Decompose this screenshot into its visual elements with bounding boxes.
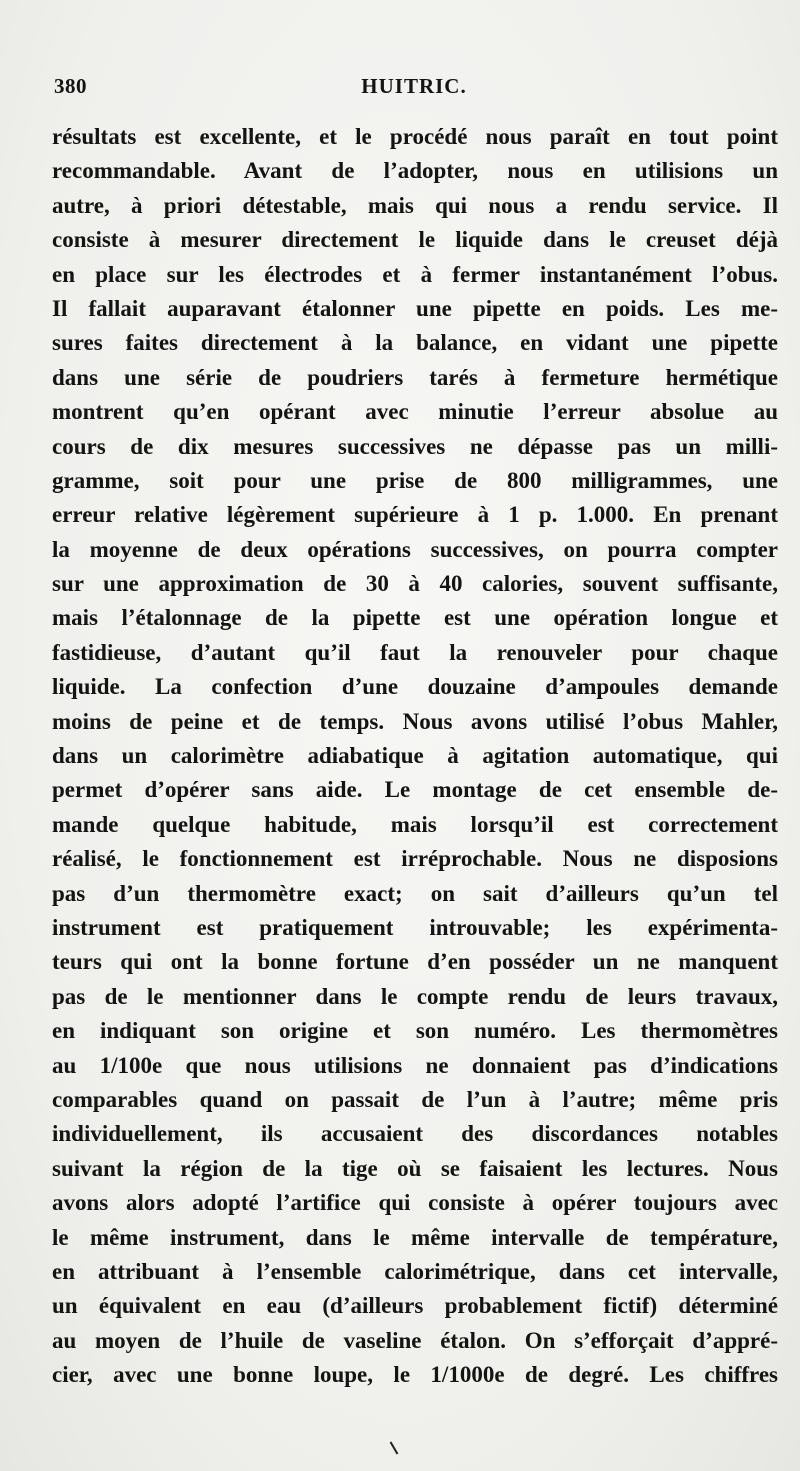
text-line: la moyenne de deux opérations successives, on pourra compter bbox=[52, 536, 778, 562]
text-line: pas d’un thermomètre exact; on sait d’ailleurs qu’un tel bbox=[52, 880, 778, 906]
text-line: réalisé, le fonctionnement est irréprochable. Nous ne disposions bbox=[52, 846, 778, 872]
body-text bbox=[52, 120, 778, 1392]
text-line: liquide. La confection d’une douzaine d’ampoules demande bbox=[52, 674, 778, 700]
text-line: moins de peine et de temps. Nous avons utilisé l’obus Mahler, bbox=[52, 708, 778, 734]
text-line: au moyen de l’huile de vaseline étalon. On s’efforçait d’appré- bbox=[52, 1327, 778, 1353]
page-number: 380 bbox=[54, 74, 87, 98]
text-line: fastidieuse, d’autant qu’il faut la renouveler pour chaque bbox=[52, 639, 778, 665]
text-line: teurs qui ont la bonne fortune d’en posséder un ne manquent bbox=[52, 949, 778, 975]
text-line: mais l’étalonnage de la pipette est une opération longue et bbox=[52, 605, 778, 631]
text-line: gramme, soit pour une prise de 800 milligrammes, une bbox=[52, 467, 778, 493]
text-line: individuellement, ils accusaient des discordances notables bbox=[52, 1121, 778, 1147]
text-line: dans une série de poudriers tarés à fermeture hermétique bbox=[52, 364, 778, 390]
text-line: autre, à priori détestable, mais qui nous a rendu service. Il bbox=[52, 192, 778, 218]
text-line: montrent qu’en opérant avec minutie l’erreur absolue au bbox=[52, 399, 778, 425]
text-line: instrument est pratiquement introuvable; les expérimenta- bbox=[52, 914, 778, 940]
text-line: dans un calorimètre adiabatique à agitation automatique, qui bbox=[52, 743, 778, 769]
text-line: sures faites directement à la balance, en vidant une pipette bbox=[52, 330, 778, 356]
text-line: cours de dix mesures successives ne dépasse pas un milli- bbox=[52, 433, 778, 459]
ink-mark bbox=[390, 1441, 399, 1454]
text-line: cier, avec une bonne loupe, le 1/1000e de degré. Les chiffres bbox=[52, 1362, 778, 1388]
text-line: en attribuant à l’ensemble calorimétrique, dans cet intervalle, bbox=[52, 1258, 778, 1284]
text-line: erreur relative légèrement supérieure à 1 p. 1.000. En prenant bbox=[52, 502, 778, 528]
text-line: en indiquant son origine et son numéro. Les thermomètres bbox=[52, 1018, 778, 1044]
text-line: pas de le mentionner dans le compte rendu de leurs travaux, bbox=[52, 983, 778, 1009]
text-line: le même instrument, dans le même intervalle de température, bbox=[52, 1224, 778, 1250]
running-title: HUITRIC. bbox=[361, 74, 467, 98]
text-line: consiste à mesurer directement le liquide dans le creuset déjà bbox=[52, 227, 778, 253]
text-line: avons alors adopté l’artifice qui consiste à opérer toujours avec bbox=[52, 1190, 778, 1216]
text-line: comparables quand on passait de l’un à l’autre; même pris bbox=[52, 1086, 778, 1112]
text-line: suivant la région de la tige où se faisaient les lectures. Nous bbox=[52, 1155, 778, 1181]
text-line: recommandable. Avant de l’adopter, nous en utilisions un bbox=[52, 158, 778, 184]
text-line: un équivalent en eau (d’ailleurs probablement fictif) déterminé bbox=[52, 1293, 778, 1319]
text-line: permet d’opérer sans aide. Le montage de cet ensemble de- bbox=[52, 777, 778, 803]
text-line: en place sur les électrodes et à fermer instantanément l’obus. bbox=[52, 261, 778, 287]
page-header bbox=[54, 74, 774, 106]
text-line: sur une approximation de 30 à 40 calories, souvent suffisante, bbox=[52, 571, 778, 597]
text-line: mande quelque habitude, mais lorsqu’il est correctement bbox=[52, 811, 778, 837]
text-line: résultats est excellente, et le procédé nous paraît en tout point bbox=[52, 124, 778, 149]
text-line: Il fallait auparavant étalonner une pipette en poids. Les me- bbox=[52, 295, 778, 321]
text-line: au 1/100e que nous utilisions ne donnaient pas d’indications bbox=[52, 1052, 778, 1078]
